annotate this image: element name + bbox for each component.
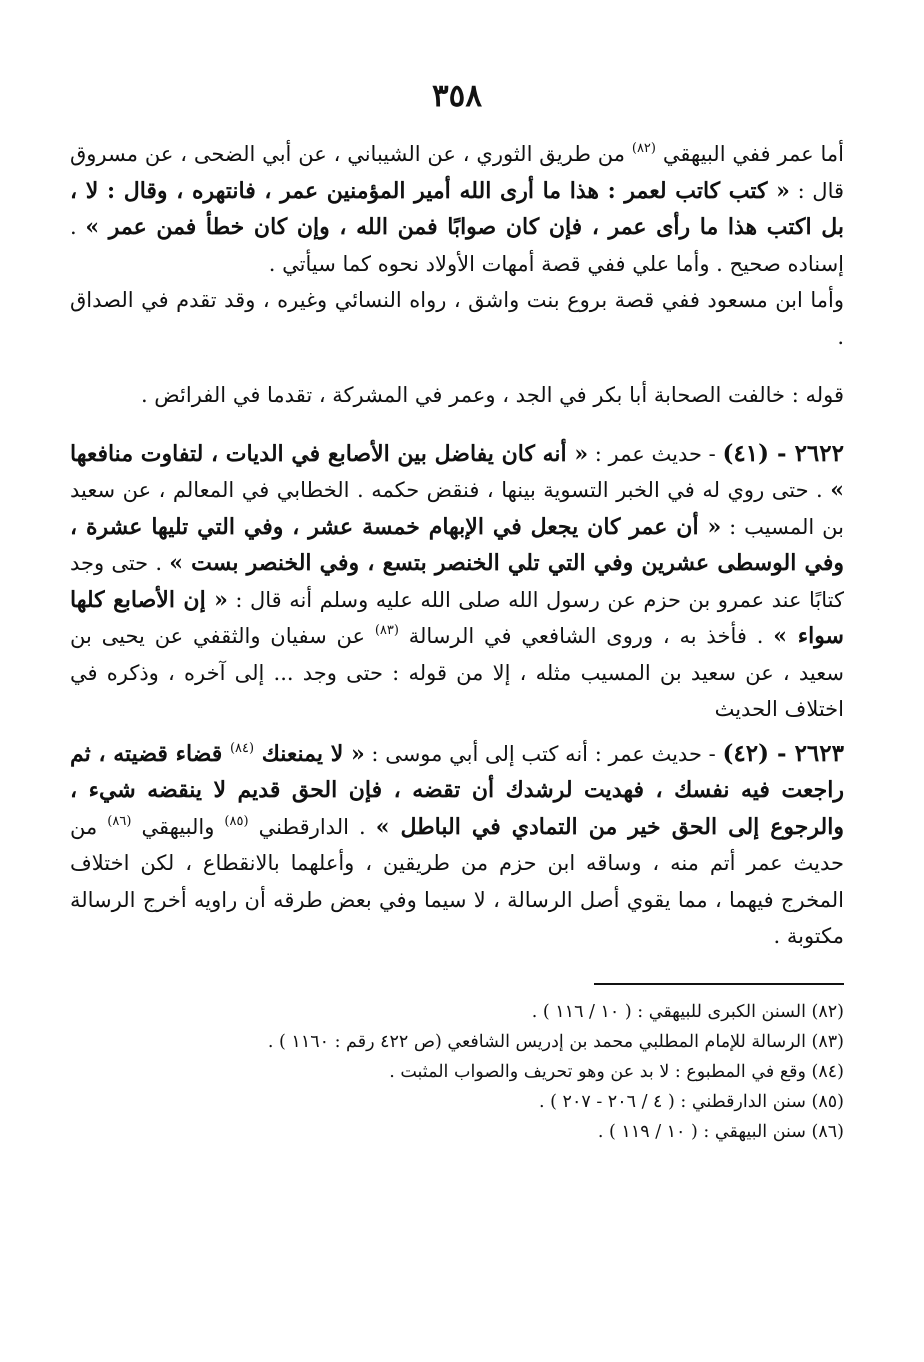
hadith-2623 (70, 736, 844, 955)
text-run: . حتى روي له في الخبر التسوية بينها ، فنقض حكمه . الخطابي في المعالم ، عن سعيد بن المسيب : (70, 478, 845, 539)
text-run: - حديث عمر : أنه كتب إلى أبي موسى : (364, 741, 723, 766)
paragraph-qawluhu: قوله : خالفت الصحابة أبا بكر في الجد ، وعمر في المشركة ، تقدما في الفرائض . (140, 383, 844, 407)
quote: « أنه كان يفاضل بين الأصابع في الديات ، لتفاوت منافعها » (70, 440, 844, 503)
text-run: . حتى وجد كتابًا عند عمرو بن حزم عن رسول الله صلى الله عليه وسلم أنه قال : (70, 551, 844, 612)
text-run: عن سفيان والثقفي عن يحيى بن سعيد ، عن سعيد بن المسيب مثله ، إلا من قوله : حتى وجد ... إلى آخره ، وذكره في اختلاف الحديث (70, 624, 844, 721)
spacer (70, 728, 844, 736)
text-run: . إسناده صحيح . وأما علي ففي قصة أمهات الأولاد نحوه كما سيأتي . (70, 215, 844, 276)
footnote-85: (٨٥) سنن الدارقطني : ( ٤ / ٢٠٦ - ٢٠٧ ) . (539, 1091, 844, 1112)
footnote-separator (594, 983, 844, 985)
footnote-84: (٨٤) وقع في المطبوع : لا بد عن وهو تحريف والصواب المثبت . (389, 1061, 844, 1082)
quote: « إن الأصابع كلها سواء » (70, 586, 844, 649)
quote: « كتب كاتب لعمر : هذا ما أرى الله أمير المؤمنين عمر ، فانتهره ، وقال : لا ، بل اكتب هذا ما رأى عمر ، فإن كان صوابًا فمن الله ، وإن كان خطأ فمن عمر » (70, 177, 844, 240)
footnote-ref-83[interactable]: (٨٣) (374, 623, 399, 638)
text-run: . فأخذ به ، وروى الشافعي في الرسالة (398, 624, 774, 648)
text-run: . الدارقطني (248, 814, 376, 839)
spacer (70, 414, 844, 436)
footnote-83: (٨٣) الرسالة للإمام المطلبي محمد بن إدريس الشافعي (ص ٤٢٢ رقم : ١١٦٠ ) . (267, 1031, 844, 1052)
hadith-number: ٢٦٢٣ - (٤٢) (722, 739, 844, 767)
quote: « أن عمر كان يجعل في الإبهام خمسة عشر ، وفي التي تليها عشرة ، وفي الوسطى عشرين وفي التي تلي الخنصر بتسع ، وفي الخنصر بست » (70, 513, 844, 576)
spacer (70, 355, 844, 377)
paragraph-umar-bayhaqi (70, 136, 844, 282)
footnotes-list (70, 997, 844, 1147)
hadith-number: ٢٦٢٢ - (٤١) (722, 439, 844, 467)
footnote-86: (٨٦) سنن البيهقي : ( ١٠ / ١١٩ ) . (597, 1121, 844, 1142)
text-run: أما عمر ففي البيهقي (655, 142, 844, 166)
text-run: من طريق الثوري ، عن الشيباني ، عن أبي الضحى ، عن مسروق قال : (70, 142, 845, 203)
footnote-ref-85[interactable]: (٨٥) (224, 813, 249, 829)
text-run: من حديث عمر أتم منه ، وساقه ابن حزم من طريقين ، وأعلهما بالانقطاع ، لكن اختلاف المخرج فيهما ، مما يقوي أصل الرسالة ، لا سيما وفي بعض طرقه أن راويه أخرج الرسالة مكتوبة . (70, 814, 844, 948)
footnote-ref-82[interactable]: (٨٢) (631, 141, 656, 156)
footnote-ref-86[interactable]: (٨٦) (107, 813, 132, 829)
footnote-ref-84[interactable]: (٨٤) (229, 740, 255, 756)
quote: قضاء قضيته ، ثم راجعت فيه نفسك ، فهديت لرشدك أن تقضه ، فإن الحق قديم لا ينقضه شيء ، والرجوع إلى الحق خير من التمادي في الباطل » (70, 740, 844, 840)
hadith-2622 (70, 436, 844, 728)
page-number: ٣٥٨ (432, 78, 482, 114)
paragraph-ibn-masud: وأما ابن مسعود ففي قصة بروع بنت واشق ، رواه النسائي وغيره ، وقد تقدم في الصداق . (70, 288, 844, 349)
footnote-82: (٨٢) السنن الكبرى للبيهقي : ( ١٠ / ١١٦ ) . (531, 1001, 844, 1022)
quote: « لا يمنعنك (254, 740, 365, 767)
text-run: - حديث عمر : (588, 441, 723, 466)
text-run: والبيهقي (131, 814, 225, 839)
